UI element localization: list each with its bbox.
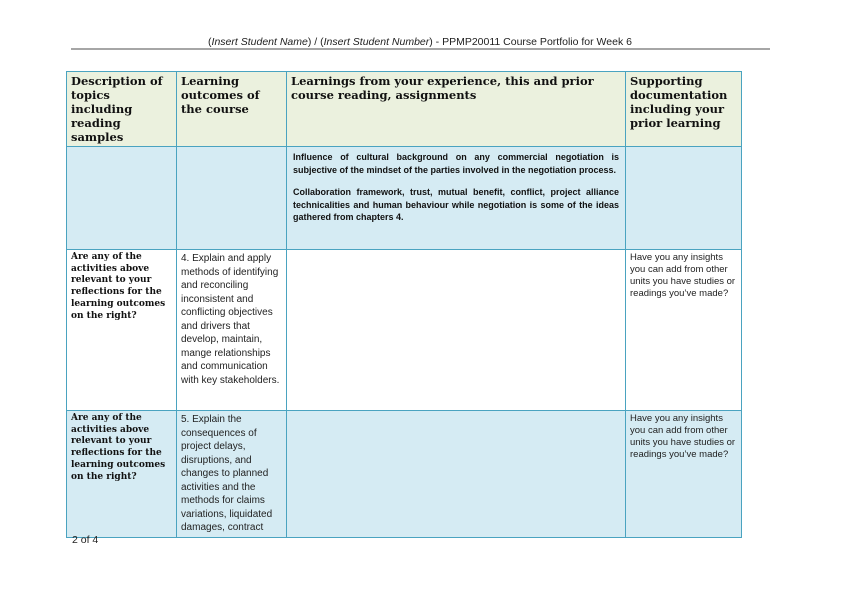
table-header-row — [67, 72, 742, 147]
student-name-placeholder: Insert Student Name — [211, 36, 308, 48]
page-number: 2 of 4 — [72, 534, 99, 546]
learning-paragraph: Influence of cultural background on any commercial negotiation is subjective of the mindset of the parties involved in the negotiation process. — [293, 152, 619, 175]
outcome-cell[interactable] — [177, 147, 287, 250]
learnings-cell[interactable] — [287, 411, 626, 538]
learning-outcome-5: 5. Explain the consequences of project delays, disruptions, and changes to planned activities and the methods for claims variations, liquidated damages, contract — [177, 411, 287, 538]
header-divider — [71, 48, 770, 50]
learnings-cell[interactable] — [287, 147, 626, 250]
column-header-description: Description of topics including reading samples — [67, 72, 177, 147]
supporting-prompt: Have you any insights you can add from other units you have studies or readings you’ve made? — [626, 250, 742, 411]
column-header-learnings: Learnings from your experience, this and prior course reading, assignments — [287, 72, 626, 147]
table-row — [67, 411, 742, 538]
header-separator: ) / ( — [307, 36, 324, 48]
learnings-cell[interactable] — [287, 250, 626, 411]
column-header-supporting-docs: Supporting documentation including your prior learning — [626, 72, 742, 147]
column-header-outcomes: Learning outcomes of the course — [177, 72, 287, 147]
header-course-title: ) - PPMP20011 Course Portfolio for Week 6 — [429, 36, 632, 48]
header-prefix: ( — [208, 36, 212, 48]
learning-paragraph: Collaboration framework, trust, mutual benefit, conflict, project alliance technicalities and human behaviour while negotiation is some of the ideas gathered from chapters 4. — [293, 187, 619, 222]
reflection-question: Are any of the activities above relevant to your reflections for the learning outcomes on the right? — [67, 411, 177, 538]
description-cell[interactable] — [67, 147, 177, 250]
table-row — [67, 250, 742, 411]
supporting-cell[interactable] — [626, 147, 742, 250]
supporting-prompt: Have you any insights you can add from other units you have studies or readings you’ve made? — [626, 411, 742, 538]
reflection-question: Are any of the activities above relevant to your reflections for the learning outcomes on the right? — [67, 250, 177, 411]
learning-outcome-4: 4. Explain and apply methods of identifying and reconciling inconsistent and conflicting objectives and drivers that develop, maintain, mange relationships and communication with key stakeholders. — [177, 250, 287, 411]
page-header — [70, 36, 770, 48]
table-row — [67, 147, 742, 250]
portfolio-table — [66, 71, 742, 538]
student-number-placeholder: Insert Student Number — [323, 36, 430, 48]
